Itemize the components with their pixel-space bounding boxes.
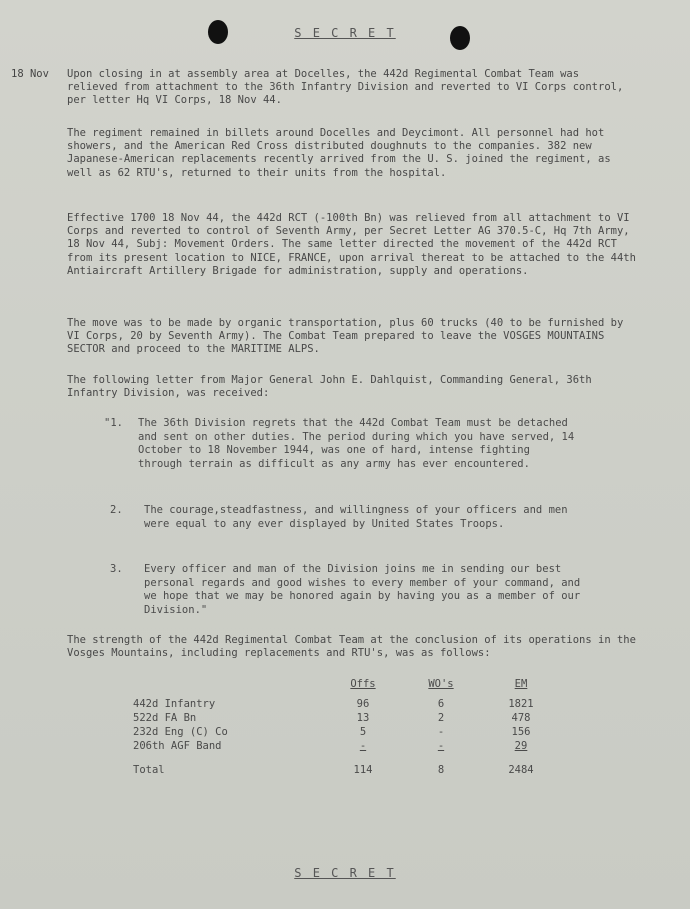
wos-value: - [437, 740, 445, 752]
paragraph-strength-intro: The strength of the 442d Regimental Combat Team at the conclusion of its operations in the Vosges Mountains, including replacements and RTU's, was as follows: [67, 634, 636, 660]
classification-footer: S E C R E T [294, 866, 396, 880]
table-row [133, 726, 553, 740]
entry-date: 18 Nov [11, 68, 49, 80]
em-value: 1821 [508, 698, 534, 710]
table-row [133, 740, 553, 754]
column-header-em: EM [514, 678, 528, 690]
column-header-wos: WO's [428, 678, 454, 690]
classification-header: S E C R E T [294, 26, 396, 40]
table-total-row [133, 764, 553, 778]
wos-value: - [437, 726, 445, 738]
unit-name: 522d FA Bn [133, 712, 197, 724]
total-label: Total [133, 764, 165, 776]
offs-value: 96 [356, 698, 370, 710]
letter-item-number: 2. [110, 504, 123, 516]
table-row [133, 712, 553, 726]
paragraph-letter-intro: The following letter from Major General John E. Dahlquist, Commanding General, 36th Infantry Division, was received: [67, 374, 592, 400]
em-value: 29 [514, 740, 528, 752]
table-row [133, 698, 553, 712]
offs-value: 5 [359, 726, 367, 738]
em-value: 478 [511, 712, 531, 724]
paragraph-relief: Upon closing in at assembly area at Docelles, the 442d Regimental Combat Team was relieved from attachment to the 36th Infantry Division and reverted to VI Corps control, per letter Hq VI Corps, 18 Nov 44. [67, 68, 624, 107]
offs-value: 13 [356, 712, 370, 724]
paragraph-billets: The regiment remained in billets around Docelles and Deycimont. All personnel had hot showers, and the American Red Cross distributed doughnuts to the companies. 382 new Japanese-American replacements recently arrived from the U. S. joined the regiment, as well as 62 RTU's, returned to their units from the hospital. [67, 127, 611, 179]
em-value: 156 [511, 726, 531, 738]
letter-item-number: 3. [110, 563, 123, 575]
total-em: 2484 [508, 764, 534, 776]
paragraph-transportation: The move was to be made by organic transportation, plus 60 trucks (40 to be furnished by VI Corps, 20 by Seventh Army). The Combat Team prepared to leave the VOSGES MOUNTAINS SECTOR and proceed to the MARITIME ALPS. [67, 317, 624, 356]
letter-item-number: "1. [104, 417, 123, 429]
offs-value: - [359, 740, 367, 752]
paragraph-movement-orders: Effective 1700 18 Nov 44, the 442d RCT (-100th Bn) was relieved from all attachment to VI Corps and reverted to control of Seventh Army, per Secret Letter AG 370.5-C, Hq 7th Army, 18 Nov 44, Subj: Movement Orders. The same letter directed the movement of the 442d RCT from its present location to NICE, FRANCE, upon arrival thereat to be attached to the 44th Antiaircraft Artillery Brigade for administration, supply and operations. [67, 212, 636, 277]
total-wos: 8 [437, 764, 445, 776]
wos-value: 2 [437, 712, 445, 724]
wos-value: 6 [437, 698, 445, 710]
letter-item-text: Every officer and man of the Division joins me in sending our best personal regards and good wishes to every member of your command, and we hope that we may be honored again by having you as a member of our Division." [144, 563, 581, 616]
unit-name: 232d Eng (C) Co [133, 726, 228, 738]
letter-item-text: The 36th Division regrets that the 442d Combat Team must be detached and sent on other duties. The period during which you have served, 14 October to 18 November 1944, was one of hard, intense fighting through terrain as difficult as any army has ever encountered. [138, 417, 575, 470]
total-offs: 114 [353, 764, 373, 776]
table-header-row [133, 678, 553, 692]
column-header-offs: Offs [350, 678, 376, 690]
unit-name: 206th AGF Band [133, 740, 222, 752]
letter-item-text: The courage,steadfastness, and willingness of your officers and men were equal to any ever displayed by United States Troops. [144, 504, 568, 530]
unit-name: 442d Infantry [133, 698, 216, 710]
